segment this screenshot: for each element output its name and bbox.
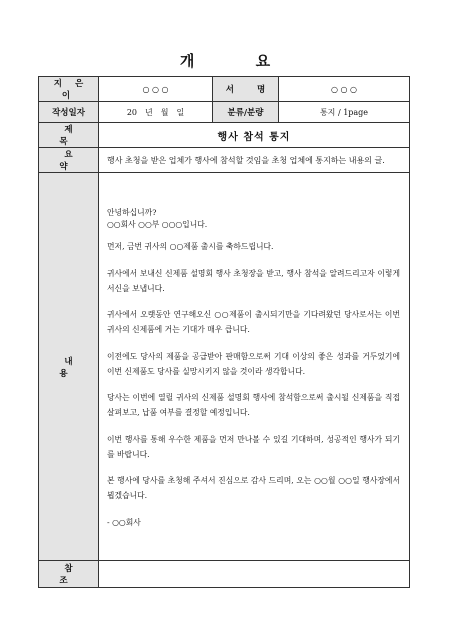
paragraph-3: 귀사에서 오랫동안 연구해오신 ○○제품이 출시되기만을 기다려왔던 당사로서는 이번 귀사의 신제품에 거는 기대가 매우 큽니다. [107,310,400,334]
paragraph-4: 이전에도 당사의 제품을 공급받아 판매함으로써 기대 이상의 좋은 성과를 거두었기에 이번 신제품도 당사를 실망시키지 않을 것이라 생각합니다. [107,351,400,376]
reference-label: 참 조 [39,561,99,588]
paragraph-2: 귀사에서 보내신 신제품 설명회 행사 초청장을 받고, 행사 참석을 알려드리고자 이렇게 서신을 보냅니다. [107,268,400,293]
summary-value: 행사 초청을 받은 업체가 행사에 참석할 것임을 초청 업체에 통지하는 내용의 글. [99,148,410,173]
summary-label: 요 약 [39,148,99,173]
paragraph-1: 먼저, 금번 귀사의 ○○제품 출시를 축하드립니다. [107,242,274,251]
category-value: 통지 / 1page [279,102,410,123]
paragraph-5: 당사는 이번에 열릴 귀사의 신제품 설명회 행사에 참석함으로써 출시될 신제품을 직접 살펴보고, 납품 여부를 결정할 예정입니다. [107,393,400,417]
signature-label: 서 명 [213,77,279,102]
sender-value: ○ ○ ○ [99,77,213,102]
summary-form [38,76,410,588]
content-label: 내 용 [39,173,99,561]
page-title: 개 요 [179,52,299,70]
reference-value [99,561,410,588]
paragraph-7: 본 행사에 당사를 초청해 주셔서 진심으로 감사 드리며, 오는 ○○월 ○○일 행사장에서 뵙겠습니다. [107,476,400,500]
paragraph-6: 이번 행사를 통해 우수한 제품을 먼저 만나볼 수 있길 기대하며, 성공적인 행사가 되기를 바랍니다. [107,434,400,459]
sender-label: 지 은 이 [39,77,99,102]
subject-value: 행사 참석 통지 [99,123,410,148]
signature-value: ○ ○ ○ [279,77,410,102]
subject-label: 제 목 [39,123,99,148]
date-value: 20 년 월 일 [99,102,213,123]
category-label: 분류/분량 [213,102,279,123]
content-body [99,173,410,561]
greeting-line-2: ○○회사 ○○부 ○○○입니다. [107,220,208,229]
greeting-line-1: 안녕하십니까? [107,208,157,217]
date-label: 작성일자 [39,102,99,123]
closing-signature: - ○○회사 [107,517,141,527]
